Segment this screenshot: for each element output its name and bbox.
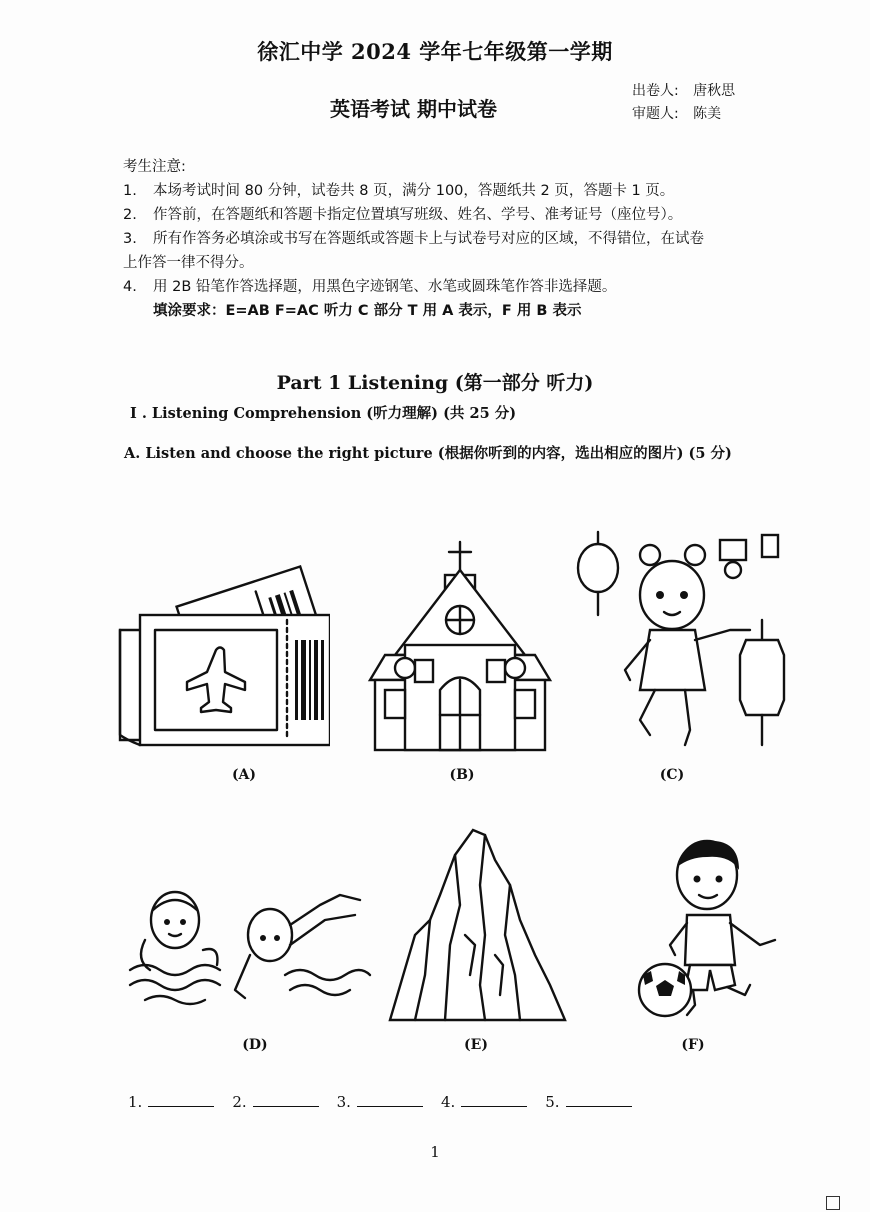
answer-blank-1[interactable] bbox=[148, 1092, 214, 1107]
notice-item: 2. 作答前，在答题纸和答题卡指定位置填写班级、姓名、学号、准考证号（座位号）。 bbox=[123, 207, 683, 223]
page-number: 1 bbox=[430, 1143, 440, 1161]
picture-label: (E) bbox=[464, 1037, 488, 1053]
picture-label: (F) bbox=[681, 1037, 705, 1053]
answer-blank-4[interactable] bbox=[461, 1092, 527, 1107]
part-title: Part 1 Listening (第一部分 听力) bbox=[276, 372, 594, 394]
reviewer-line bbox=[632, 103, 721, 123]
answer-blank-2[interactable] bbox=[253, 1092, 319, 1107]
notice-item: 1. 本场考试时间 80 分钟，试卷共 8 页，满分 100，答题纸共 2 页，答题卡 1 页。 bbox=[123, 183, 675, 199]
answer-item: 4. bbox=[441, 1092, 527, 1111]
picture-label: (C) bbox=[659, 767, 685, 783]
answer-blanks bbox=[128, 1092, 650, 1111]
notice-item: 3. 所有作答务必填涂或书写在答题纸或答题卡上与试卷号对应的区域，不得错位，在试卷 bbox=[123, 231, 704, 247]
exam-title: 徐汇中学 2024 学年七年级第一学期 bbox=[257, 39, 613, 64]
author-name: 唐秋思 bbox=[693, 83, 736, 99]
picture-label: (A) bbox=[231, 767, 257, 783]
answer-blank-3[interactable] bbox=[357, 1092, 423, 1107]
church-icon bbox=[365, 540, 555, 755]
answer-item: 5. bbox=[545, 1092, 631, 1111]
plane-ticket-icon bbox=[115, 560, 330, 760]
swimmers-icon bbox=[125, 880, 375, 1020]
girl-with-lantern-icon bbox=[570, 530, 790, 755]
reviewer-label: 审题人: bbox=[632, 106, 679, 122]
answer-blank-5[interactable] bbox=[566, 1092, 632, 1107]
mountain-icon bbox=[385, 825, 570, 1025]
answer-item: 3. bbox=[337, 1092, 423, 1111]
author-label: 出卷人: bbox=[632, 83, 679, 99]
answer-item: 2. bbox=[232, 1092, 318, 1111]
exam-subtitle: 英语考试 期中试卷 bbox=[330, 97, 497, 121]
reviewer-name: 陈美 bbox=[693, 106, 722, 122]
exam-notice bbox=[123, 155, 783, 323]
picture-label: (D) bbox=[242, 1037, 268, 1053]
picture-label: (B) bbox=[449, 767, 475, 783]
qr-code-icon bbox=[826, 1196, 840, 1210]
author-line bbox=[632, 80, 735, 100]
answer-item: 1. bbox=[128, 1092, 214, 1111]
section-heading: I . Listening Comprehension (听力理解) (共 25 分) bbox=[130, 405, 517, 422]
section-a-heading: A. Listen and choose the right picture (根据你听到的内容，选出相应的图片) (5 分) bbox=[124, 445, 732, 462]
notice-item-continuation: 上作答一律不得分。 bbox=[123, 255, 254, 271]
notice-heading: 考生注意: bbox=[123, 159, 186, 175]
boy-football-icon bbox=[635, 835, 785, 1020]
notice-item: 4. 用 2B 铅笔作答选择题，用黑色字迹钢笔、水笔或圆珠笔作答非选择题。 bbox=[123, 279, 617, 295]
fill-rule: 填涂要求：E=AB F=AC 听力 C 部分 T 用 A 表示，F 用 B 表示 bbox=[153, 303, 582, 319]
